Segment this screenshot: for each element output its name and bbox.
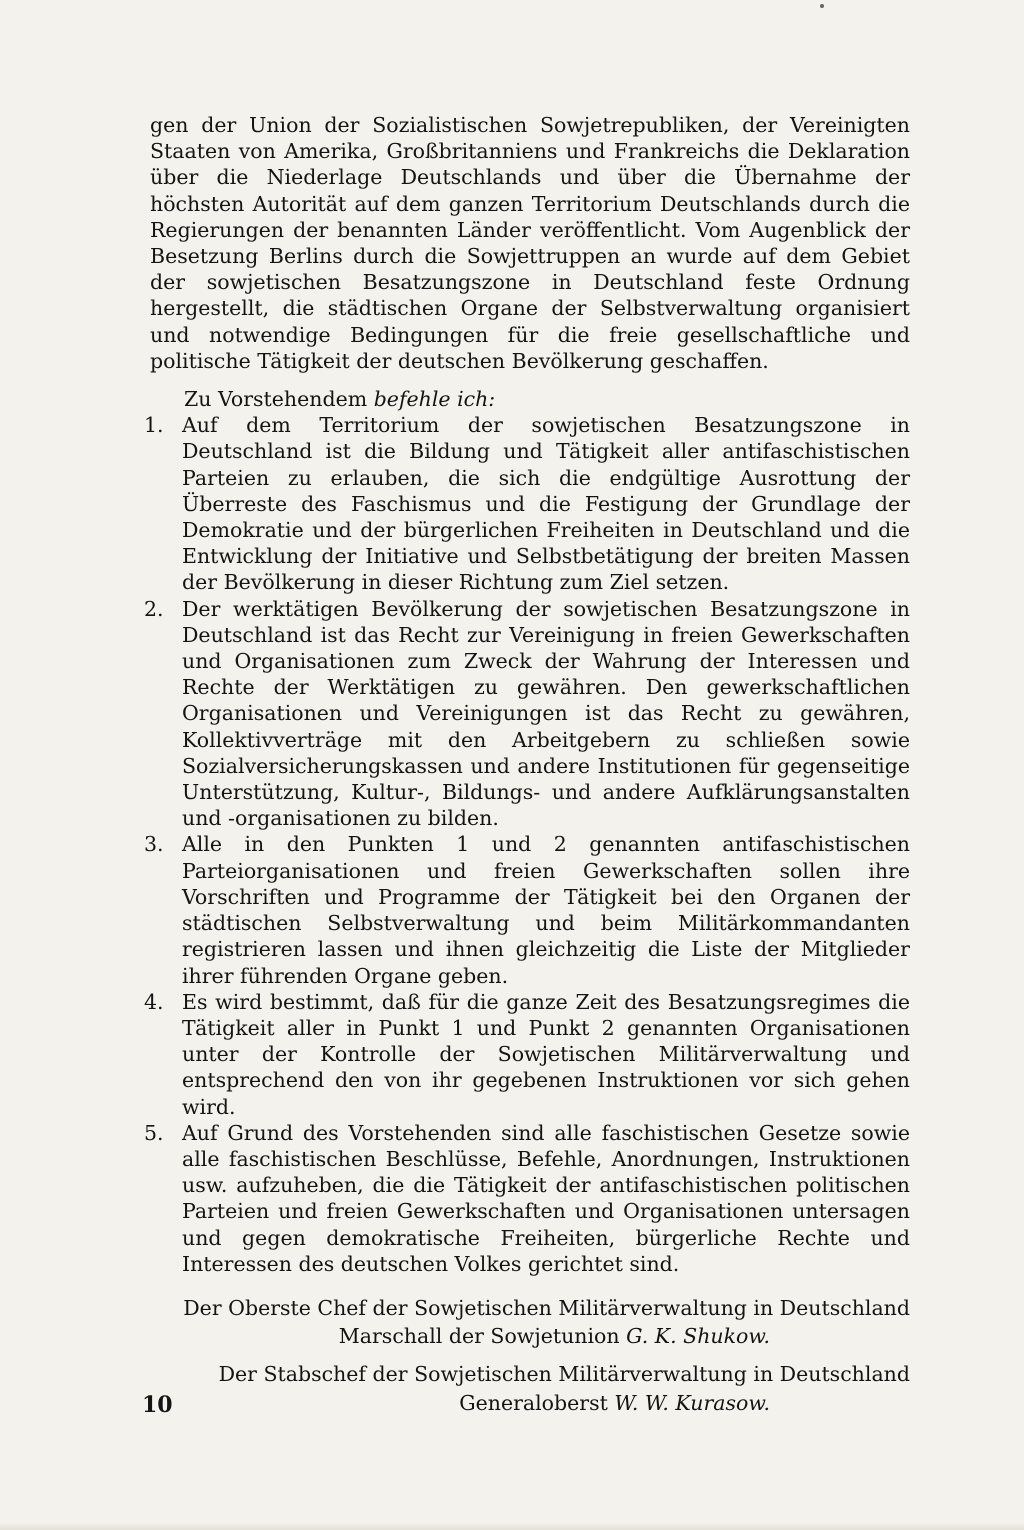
- order-point-5: [144, 1120, 910, 1277]
- point-text: Alle in den Punkten 1 und 2 genannten antifaschistischen Parteiorganisationen und freien Gewerkschaften sollen ihre Vorschriften und Programme der Tätigkeit bei den Organen der städtischen Selbstverwaltung und beim Militärkommandanten registrieren lassen und ihnen gleichzeitig die Liste der Mitglieder ihrer führenden Organe geben.: [182, 832, 910, 988]
- order-verb: befehle ich:: [373, 387, 496, 412]
- point-number: 2.: [144, 596, 164, 621]
- page-edge: [0, 1522, 1024, 1530]
- order-lead: Zu Vorstehendem: [184, 387, 368, 412]
- print-speck: [820, 4, 824, 8]
- signature-name-line: [150, 1390, 910, 1416]
- point-number: 5.: [144, 1120, 164, 1145]
- order-point-4: [144, 989, 910, 1120]
- order-point-3: [144, 831, 910, 988]
- signature-rank: Generaloberst: [459, 1390, 608, 1415]
- signature-rank: Marschall der Sowjetunion: [338, 1324, 620, 1349]
- signature-chief: [150, 1295, 910, 1349]
- point-number: 3.: [144, 832, 164, 857]
- signature-chief-of-staff: [150, 1361, 910, 1415]
- point-text: Es wird bestimmt, daß für die ganze Zeit des Besatzungsregimes die Tätigkeit aller in Punkt 1 und Punkt 2 genannten Organisationen unter der Kontrolle der Sowjetischen Militärverwaltung und entsprechend den von ihr gegebenen Instruktionen vor sich gehen wird.: [182, 989, 910, 1119]
- order-point-1: [144, 412, 910, 595]
- intro-paragraph: gen der Union der Sozialistischen Sowjetrepubliken, der Vereinigten Staaten von Amerika, Großbritanniens und Frankreichs die Deklaration über die Niederlage Deutschlands und über die Übernahme der höchsten Autorität auf dem ganzen Territorium Deutschlands durch die Regierungen der benannten Länder veröffentlicht. Vom Augenblick der Besetzung Berlins durch die Sowjettruppen an wurde auf dem Gebiet der sowjetischen Besatzungszone in Deutschland feste Ordnung hergestellt, die städtischen Organe der Selbstverwaltung organisiert und notwendige Bedingungen für die freie gesellschaftliche und politische Tätigkeit der deutschen Bevölkerung geschaffen.: [150, 113, 910, 373]
- point-number: 1.: [144, 413, 164, 438]
- signature-title: Der Stabschef der Sowjetischen Militärverwaltung in Deutschland: [218, 1362, 910, 1387]
- signature-title: Der Oberste Chef der Sowjetischen Militärverwaltung in Deutschland: [183, 1295, 910, 1320]
- point-text: Der werktätigen Bevölkerung der sowjetischen Besatzungszone in Deutschland ist das Recht zur Vereinigung in freien Gewerkschaften und Organisationen zum Zweck der Wahrung der Interessen und Rechte der Werktätigen zu gewähren. Den gewerkschaftlichen Organisationen und Vereinigungen ist das Recht zu gewähren, Kollektivverträge mit den Arbeitgebern zu schließen sowie Sozialversicherungskassen und andere Institutionen für gegenseitige Unterstützung, Kultur-, Bildungs- und andere Aufklärungsanstalten und -organisationen zu bilden.: [182, 596, 910, 831]
- point-text: Auf Grund des Vorstehenden sind alle faschistischen Gesetze sowie alle faschistischen Beschlüsse, Befehle, Anordnungen, Instruktionen usw. aufzuheben, die die Tätigkeit der antifaschistischen politischen Parteien und freien Gewerkschaften und Organisationen untersagen und gegen demokratische Freiheiten, bürgerliche Rechte und Interessen des deutschen Volkes gerichtet sind.: [182, 1120, 910, 1276]
- point-text: Auf dem Territorium der sowjetischen Besatzungszone in Deutschland ist die Bildung und Tätigkeit aller antifaschistischen Parteien zu erlauben, die sich die endgültige Ausrottung der Überreste des Faschismus und die Festigung der Grundlage der Demokratie und der bürgerlichen Freiheiten in Deutschland und die Entwicklung der Initiative und Selbstbetätigung der breiten Massen der Bevölkerung in dieser Richtung zum Ziel setzen.: [182, 413, 910, 595]
- signature-block: [150, 1295, 910, 1416]
- document-body: [144, 112, 910, 1416]
- order-point-2: [144, 596, 910, 832]
- order-heading: [150, 386, 910, 412]
- signature-name-line: [150, 1323, 910, 1349]
- point-number: 4.: [144, 989, 164, 1014]
- signature-name: G. K. Shukow.: [626, 1324, 770, 1349]
- signature-name: W. W. Kurasow.: [614, 1390, 770, 1415]
- order-points: [144, 412, 910, 1277]
- page-number: 10: [142, 1392, 173, 1418]
